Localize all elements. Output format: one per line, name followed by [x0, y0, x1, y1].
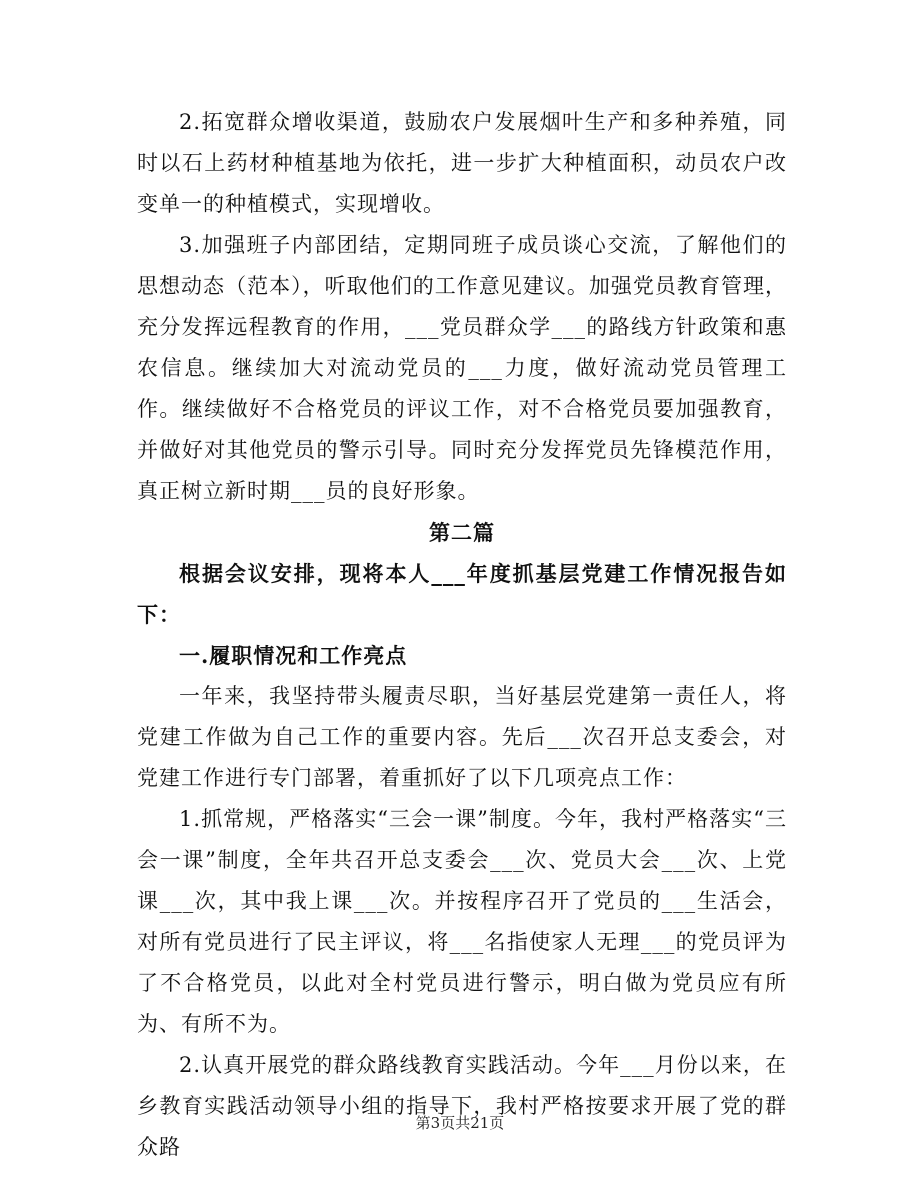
paragraph-three-meetings: 1.抓常规，严格落实“三会一课”制度。今年，我村严格落实“三会一课”制度，全年共召开总支委会___次、党员大会___次、上党课___次，其中我上课___次。并按程序召开了党员的___生活会，对所有党员进行了民主评议，将___名指使家人无理___的党员评为了不合格党员，以此对全村党员进行警示，明白做为党员应有所为、有所不为。 [137, 807, 787, 1036]
paragraph-widen-income-channels: 2.拓宽群众增收渠道，鼓励农户发展烟叶生产和多种养殖，同时以石上药材种植基地为依托，进一步扩大种植面积，动员农户改变单一的种植模式，实现增收。 [137, 110, 787, 216]
paragraph-year-overview: 一年来，我坚持带头履责尽职，当好基层党建第一责任人，将党建工作做为自己工作的重要内容。先后___次召开总支委会，对党建工作进行专门部署，着重抓好了以下几项亮点工作： [137, 684, 787, 790]
section-intro: 根据会议安排，现将本人___年度抓基层党建工作情况报告如下： [137, 561, 787, 627]
paragraph-mass-line-education: 2.认真开展党的群众路线教育实践活动。今年___月份以来，在乡教育实践活动领导小组的指导下，我村严格按要求开展了党的群众路 [137, 1053, 787, 1159]
subheading-duties-highlights: 一.履职情况和工作亮点 [179, 643, 408, 668]
document-body [137, 102, 787, 1168]
page-number-footer: 第3页共21页 [415, 1114, 505, 1132]
section-title: 第二篇 [429, 520, 495, 545]
paragraph-strengthen-team-unity: 3.加强班子内部团结，定期同班子成员谈心交流，了解他们的思想动态（范本），听取他们的工作意见建议。加强党员教育管理，充分发挥远程教育的作用，___党员群众学___的路线方针政策和惠农信息。继续加大对流动党员的___力度，做好流动党员管理工作。继续做好不合格党员的评议工作，对不合格党员要加强教育，并做好对其他党员的警示引导。同时充分发挥党员先锋模范作用，真正树立新时期___员的良好形象。 [137, 233, 787, 503]
